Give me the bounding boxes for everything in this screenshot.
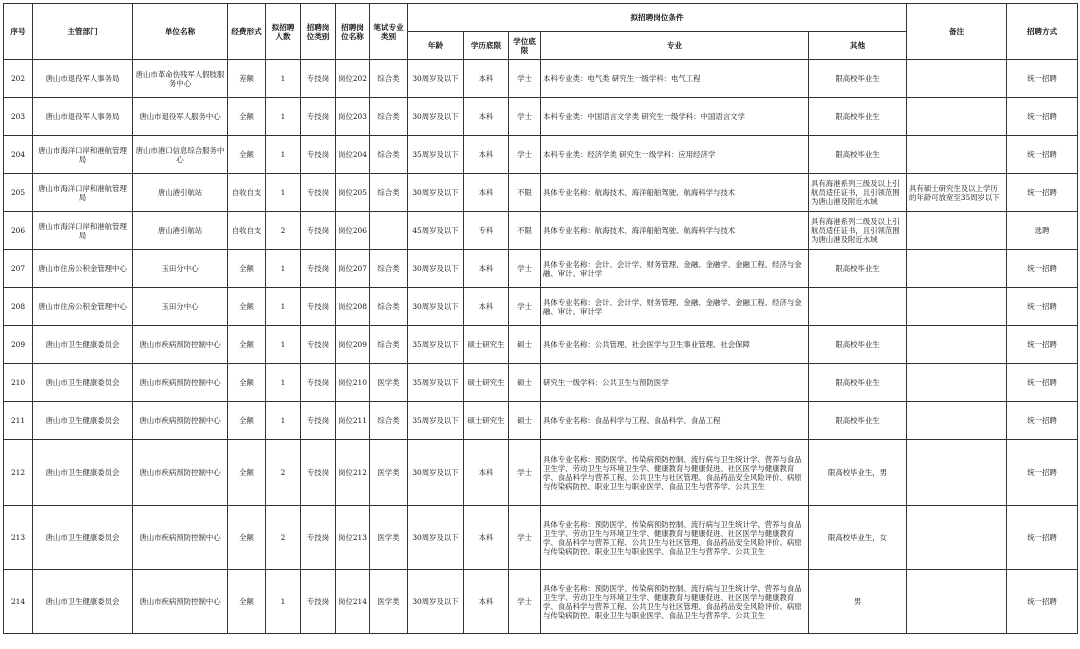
cell-method: 统一招聘 [1007,174,1078,212]
cell-major: 具体专业名称：食品科学与工程、食品科学、食品工程 [541,402,809,440]
cell-major: 具体专业名称：预防医学、传染病预防控制、流行病与卫生统计学、营养与食品卫生学、劳动卫生与环境卫生学、健康教育与健康促进、社区医学与健康教育学、食品科学与营养工程、公共卫生与社区管理、食品药品安全风险评价、病原与传染病防控、职业卫生与职业医学、食品卫生与营养学、公共卫生 [541,506,809,570]
cell-pos-name: 岗位207 [336,250,370,288]
cell-age: 35周岁及以下 [408,402,464,440]
cell-seq: 211 [4,402,33,440]
cell-other: 限高校毕业生 [809,364,907,402]
cell-edu: 本科 [464,60,509,98]
cell-age: 35周岁及以下 [408,326,464,364]
cell-funding: 全额 [228,364,266,402]
cell-remark [907,250,1007,288]
cell-dept: 唐山市住房公积金管理中心 [33,250,133,288]
cell-pos-type: 专技岗 [301,60,336,98]
table-row [4,136,1078,174]
cell-seq: 202 [4,60,33,98]
cell-other: 限高校毕业生 [809,402,907,440]
cell-pos-type: 专技岗 [301,440,336,506]
cell-count: 1 [266,250,301,288]
cell-pos-name: 岗位212 [336,440,370,506]
cell-unit: 唐山港引航站 [133,212,228,250]
cell-pos-type: 专技岗 [301,364,336,402]
cell-dept: 唐山市卫生健康委员会 [33,506,133,570]
cell-other: 限高校毕业生 [809,136,907,174]
cell-major: 具体专业名称：预防医学、传染病预防控制、流行病与卫生统计学、营养与食品卫生学、劳动卫生与环境卫生学、健康教育与健康促进、社区医学与健康教育学、食品科学与营养工程、公共卫生与社区管理、食品药品安全风险评价、病原与传染病防控、职业卫生与职业医学、食品卫生与营养学、公共卫生 [541,570,809,634]
cell-remark [907,326,1007,364]
cell-edu: 本科 [464,174,509,212]
cell-exam: 医学类 [370,364,408,402]
cell-pos-type: 专技岗 [301,174,336,212]
cell-other: 具有海港系列三级及以上引航员适任证书，且引领范围为唐山港及附近水域 [809,174,907,212]
cell-other: 限高校毕业生 [809,98,907,136]
cell-dept: 唐山市退役军人事务局 [33,60,133,98]
cell-pos-name: 岗位211 [336,402,370,440]
cell-exam: 综合类 [370,326,408,364]
cell-exam [370,212,408,250]
cell-exam: 综合类 [370,250,408,288]
cell-remark: 具有硕士研究生及以上学历的年龄可放宽至35周岁以下 [907,174,1007,212]
header-pos-type: 招聘岗位类别 [301,4,336,60]
cell-dept: 唐山市卫生健康委员会 [33,570,133,634]
cell-degree: 学士 [509,506,541,570]
cell-pos-name: 岗位206 [336,212,370,250]
cell-seq: 209 [4,326,33,364]
cell-degree: 学士 [509,570,541,634]
cell-degree: 不限 [509,212,541,250]
cell-count: 1 [266,570,301,634]
cell-exam: 综合类 [370,402,408,440]
header-edu: 学历底限 [464,32,509,60]
cell-dept: 唐山市卫生健康委员会 [33,364,133,402]
cell-unit: 唐山市革命伤残军人假肢服务中心 [133,60,228,98]
cell-dept: 唐山市海洋口岸和港航管理局 [33,212,133,250]
cell-count: 2 [266,440,301,506]
table-body [4,60,1078,634]
cell-pos-type: 专技岗 [301,506,336,570]
header-remark: 备注 [907,4,1007,60]
cell-seq: 208 [4,288,33,326]
cell-count: 1 [266,174,301,212]
cell-degree: 学士 [509,98,541,136]
cell-major: 具体专业名称：航海技术、海洋船舶驾驶、航海科学与技术 [541,212,809,250]
cell-method: 统一招聘 [1007,288,1078,326]
cell-other: 限高校毕业生 [809,250,907,288]
cell-remark [907,212,1007,250]
cell-exam: 综合类 [370,98,408,136]
cell-funding: 自收自支 [228,174,266,212]
cell-edu: 本科 [464,250,509,288]
cell-age: 30周岁及以下 [408,570,464,634]
cell-pos-type: 专技岗 [301,250,336,288]
cell-pos-type: 专技岗 [301,402,336,440]
cell-degree: 学士 [509,60,541,98]
cell-unit: 唐山市疾病预防控制中心 [133,326,228,364]
cell-method: 统一招聘 [1007,440,1078,506]
cell-major: 本科专业类：电气类 研究生一级学科：电气工程 [541,60,809,98]
cell-edu: 本科 [464,570,509,634]
cell-edu: 专科 [464,212,509,250]
cell-seq: 203 [4,98,33,136]
cell-method: 统一招聘 [1007,402,1078,440]
cell-degree: 硕士 [509,326,541,364]
cell-method: 统一招聘 [1007,364,1078,402]
cell-dept: 唐山市海洋口岸和港航管理局 [33,136,133,174]
cell-unit: 唐山市退役军人服务中心 [133,98,228,136]
cell-dept: 唐山市海洋口岸和港航管理局 [33,174,133,212]
cell-other [809,288,907,326]
cell-major: 具体专业名称：航海技术、海洋船舶驾驶、航海科学与技术 [541,174,809,212]
cell-age: 30周岁及以下 [408,98,464,136]
cell-age: 30周岁及以下 [408,440,464,506]
header-exam: 笔试专业类别 [370,4,408,60]
cell-exam: 综合类 [370,136,408,174]
cell-remark [907,364,1007,402]
cell-pos-name: 岗位210 [336,364,370,402]
header-degree: 学位底限 [509,32,541,60]
cell-exam: 综合类 [370,60,408,98]
cell-age: 30周岁及以下 [408,506,464,570]
cell-pos-type: 专技岗 [301,136,336,174]
cell-funding: 差额 [228,60,266,98]
cell-edu: 硕士研究生 [464,326,509,364]
cell-edu: 本科 [464,506,509,570]
header-conditions: 拟招聘岗位条件 [408,4,907,32]
table-row [4,98,1078,136]
cell-remark [907,98,1007,136]
header-dept: 主管部门 [33,4,133,60]
cell-seq: 206 [4,212,33,250]
cell-count: 1 [266,60,301,98]
cell-exam: 综合类 [370,174,408,212]
cell-major: 具体专业名称：预防医学、传染病预防控制、流行病与卫生统计学、营养与食品卫生学、劳动卫生与环境卫生学、健康教育与健康促进、社区医学与健康教育学、食品科学与营养工程、公共卫生与社区管理、食品药品安全风险评价、病原与传染病防控、职业卫生与职业医学、食品卫生与营养学、公共卫生 [541,440,809,506]
cell-age: 30周岁及以下 [408,250,464,288]
table-row [4,60,1078,98]
table-row [4,326,1078,364]
cell-method: 统一招聘 [1007,250,1078,288]
cell-pos-name: 岗位203 [336,98,370,136]
cell-funding: 全额 [228,288,266,326]
cell-other: 限高校毕业生，男 [809,440,907,506]
cell-remark [907,506,1007,570]
cell-remark [907,402,1007,440]
header-unit: 单位名称 [133,4,228,60]
header-pos-name: 招聘岗位名称 [336,4,370,60]
table-row [4,212,1078,250]
table-row [4,402,1078,440]
cell-dept: 唐山市退役军人事务局 [33,98,133,136]
header-count: 拟招聘人数 [266,4,301,60]
table-header [4,4,1078,60]
cell-exam: 医学类 [370,570,408,634]
cell-pos-name: 岗位214 [336,570,370,634]
cell-major: 本科专业类：中国语言文学类 研究生一级学科：中国语言文学 [541,98,809,136]
cell-funding: 全额 [228,506,266,570]
cell-unit: 唐山市疾病预防控制中心 [133,364,228,402]
cell-count: 1 [266,98,301,136]
cell-funding: 全额 [228,570,266,634]
cell-seq: 210 [4,364,33,402]
cell-degree: 硕士 [509,364,541,402]
cell-seq: 207 [4,250,33,288]
cell-degree: 学士 [509,288,541,326]
cell-seq: 213 [4,506,33,570]
cell-unit: 玉田分中心 [133,250,228,288]
cell-other: 限高校毕业生 [809,60,907,98]
cell-unit: 玉田分中心 [133,288,228,326]
cell-degree: 不限 [509,174,541,212]
cell-seq: 212 [4,440,33,506]
table-row [4,250,1078,288]
table-row [4,174,1078,212]
cell-method: 统一招聘 [1007,60,1078,98]
header-funding: 经费形式 [228,4,266,60]
cell-count: 1 [266,136,301,174]
cell-major: 具体专业名称：会计、会计学、财务管理、金融、金融学、金融工程、经济与金融、审计、审计学 [541,250,809,288]
cell-major: 具体专业名称：公共管理、社会医学与卫生事业管理、社会保障 [541,326,809,364]
cell-method: 统一招聘 [1007,326,1078,364]
cell-dept: 唐山市卫生健康委员会 [33,402,133,440]
table-row [4,506,1078,570]
cell-remark [907,136,1007,174]
cell-pos-type: 专技岗 [301,98,336,136]
cell-dept: 唐山市住房公积金管理中心 [33,288,133,326]
cell-method: 统一招聘 [1007,98,1078,136]
cell-dept: 唐山市卫生健康委员会 [33,326,133,364]
cell-unit: 唐山市港口信息综合服务中心 [133,136,228,174]
cell-remark [907,440,1007,506]
cell-remark [907,570,1007,634]
header-other: 其他 [809,32,907,60]
cell-other: 男 [809,570,907,634]
cell-dept: 唐山市卫生健康委员会 [33,440,133,506]
recruitment-table [3,3,1078,634]
cell-age: 45周岁及以下 [408,212,464,250]
cell-seq: 214 [4,570,33,634]
cell-exam: 医学类 [370,506,408,570]
cell-pos-name: 岗位208 [336,288,370,326]
cell-funding: 全额 [228,98,266,136]
cell-major: 研究生一级学科：公共卫生与预防医学 [541,364,809,402]
cell-pos-name: 岗位209 [336,326,370,364]
cell-unit: 唐山市疾病预防控制中心 [133,440,228,506]
cell-edu: 本科 [464,440,509,506]
cell-funding: 自收自支 [228,212,266,250]
cell-count: 1 [266,326,301,364]
cell-pos-type: 专技岗 [301,212,336,250]
cell-pos-type: 专技岗 [301,326,336,364]
cell-degree: 学士 [509,250,541,288]
cell-exam: 医学类 [370,440,408,506]
cell-remark [907,288,1007,326]
cell-count: 1 [266,402,301,440]
cell-method: 统一招聘 [1007,506,1078,570]
cell-seq: 204 [4,136,33,174]
cell-age: 35周岁及以下 [408,136,464,174]
header-major: 专业 [541,32,809,60]
cell-pos-type: 专技岗 [301,570,336,634]
cell-pos-name: 岗位205 [336,174,370,212]
cell-funding: 全额 [228,440,266,506]
cell-count: 1 [266,288,301,326]
cell-remark [907,60,1007,98]
cell-degree: 学士 [509,440,541,506]
cell-major: 具体专业名称：会计、会计学、财务管理、金融、金融学、金融工程、经济与金融、审计、审计学 [541,288,809,326]
cell-age: 30周岁及以下 [408,174,464,212]
cell-method: 统一招聘 [1007,136,1078,174]
cell-funding: 全额 [228,250,266,288]
cell-funding: 全额 [228,326,266,364]
cell-edu: 本科 [464,136,509,174]
cell-count: 1 [266,364,301,402]
cell-method: 统一招聘 [1007,570,1078,634]
cell-other: 限高校毕业生 [809,326,907,364]
cell-degree: 学士 [509,136,541,174]
cell-unit: 唐山市疾病预防控制中心 [133,506,228,570]
header-seq: 序号 [4,4,33,60]
cell-count: 2 [266,506,301,570]
cell-pos-name: 岗位204 [336,136,370,174]
table-row [4,570,1078,634]
table-row [4,364,1078,402]
cell-unit: 唐山市疾病预防控制中心 [133,402,228,440]
cell-edu: 硕士研究生 [464,402,509,440]
cell-edu: 硕士研究生 [464,364,509,402]
cell-unit: 唐山市疾病预防控制中心 [133,570,228,634]
cell-seq: 205 [4,174,33,212]
cell-other: 具有海港系列二级及以上引航员适任证书，且引领范围为唐山港及附近水域 [809,212,907,250]
cell-funding: 全额 [228,136,266,174]
cell-pos-name: 岗位213 [336,506,370,570]
cell-other: 限高校毕业生，女 [809,506,907,570]
table-row [4,288,1078,326]
header-method: 招聘方式 [1007,4,1078,60]
cell-degree: 硕士 [509,402,541,440]
table-row [4,440,1078,506]
cell-age: 30周岁及以下 [408,60,464,98]
cell-edu: 本科 [464,98,509,136]
cell-count: 2 [266,212,301,250]
cell-pos-type: 专技岗 [301,288,336,326]
cell-edu: 本科 [464,288,509,326]
cell-major: 本科专业类：经济学类 研究生一级学科：应用经济学 [541,136,809,174]
cell-funding: 全额 [228,402,266,440]
cell-method: 选聘 [1007,212,1078,250]
cell-age: 30周岁及以下 [408,288,464,326]
cell-unit: 唐山港引航站 [133,174,228,212]
cell-age: 35周岁及以下 [408,364,464,402]
cell-pos-name: 岗位202 [336,60,370,98]
header-age: 年龄 [408,32,464,60]
cell-exam: 综合类 [370,288,408,326]
